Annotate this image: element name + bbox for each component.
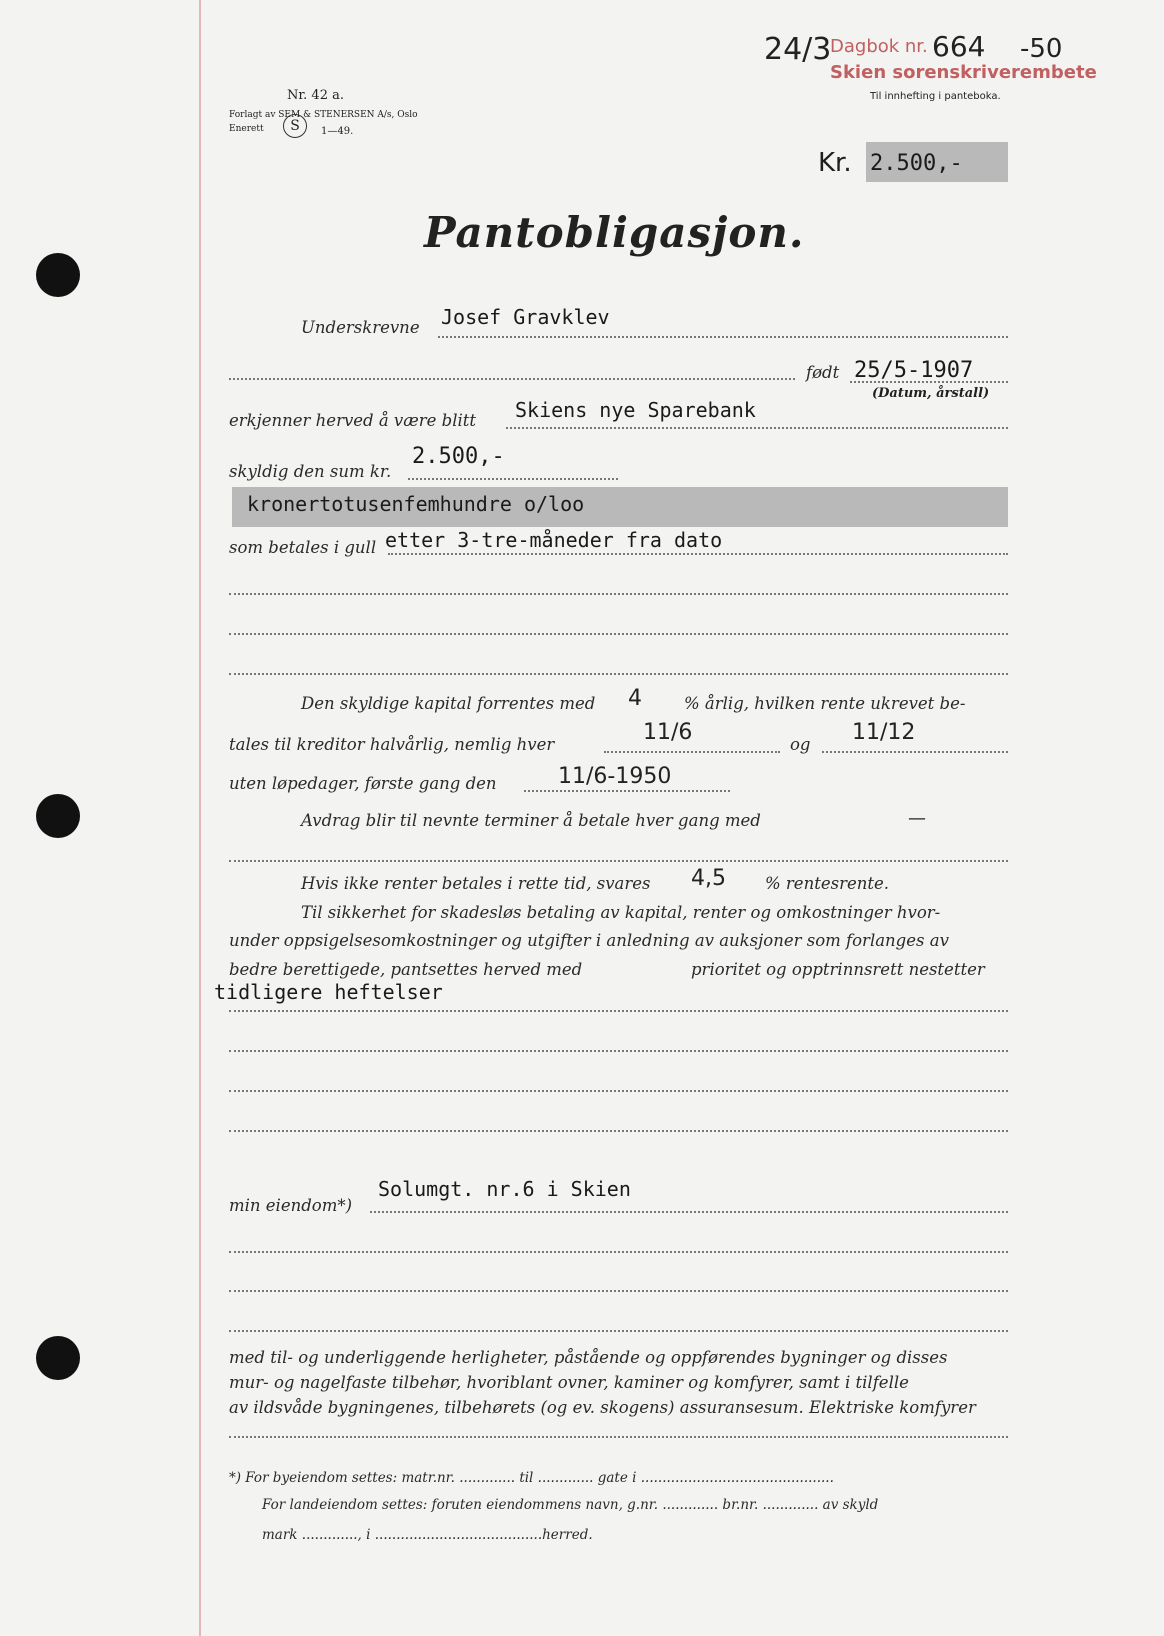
erkjenner-value: Skiens nye Sparebank [515, 398, 756, 422]
dotted-line [822, 751, 1008, 753]
skyldig-value: 2.500,- [412, 444, 505, 469]
hvis-text-b: % rentesrente. [765, 874, 889, 893]
dotted-line [229, 673, 1008, 675]
property-value: Solumgt. nr.6 i Skien [378, 1177, 631, 1201]
dotted-line [229, 1330, 1008, 1332]
stamp-note: Til innhefting i panteboka. [870, 91, 1001, 102]
interest-date1: 11/6 [643, 720, 693, 745]
penalty-rate: 4,5 [691, 866, 726, 891]
interest-rate: 4 [628, 686, 642, 711]
dotted-line [604, 751, 780, 753]
footnote-line2: For landeiendom settes: foruten eiendommens navn, g.nr. ............. br.nr. ............. av skyld [262, 1497, 879, 1513]
datum-hint: (Datum, årstall) [872, 386, 990, 401]
avdrag-text: Avdrag blir til nevnte terminer å betale hver gang med [301, 811, 761, 830]
fodt-value: 25/5-1907 [854, 358, 974, 383]
interest-first-date: 11/6-1950 [558, 764, 672, 789]
footnote-line3: mark ............., i .......................................herred. [262, 1527, 593, 1543]
publisher: Forlagt av SEM & STENERSEN A/s, Oslo [229, 110, 418, 120]
footer-line2: mur- og nagelfaste tilbehør, hvoriblant ovner, kaminer og komfyrer, samt i tilfelle [229, 1373, 909, 1392]
stamp-dagbok-number: 664 [932, 30, 986, 63]
stamp-date: 24/3 [764, 32, 832, 67]
amount-value: 2.500,- [870, 151, 963, 176]
rights: Enerett [229, 124, 264, 134]
punch-hole [36, 794, 80, 838]
interest-og: og [790, 735, 811, 754]
stamp-year: -50 [1020, 34, 1063, 64]
punch-hole [36, 1336, 80, 1380]
dotted-line [229, 1090, 1008, 1092]
dotted-line [388, 553, 1008, 555]
edition: 1—49. [321, 126, 354, 137]
punch-hole [36, 253, 80, 297]
dotted-line [370, 1211, 1008, 1213]
dotted-line [229, 1130, 1008, 1132]
hvis-text-a: Hvis ikke renter betales i rette tid, svares [301, 874, 651, 893]
footnote-line1: *) For byeiendom settes: matr.nr. ............. til ............. gate i ............................................. [229, 1470, 834, 1486]
security-line1: Til sikkerhet for skadesløs betaling av kapital, renter og omkostninger hvor- [301, 903, 941, 922]
dotted-line [229, 860, 1008, 862]
dotted-line [229, 1050, 1008, 1052]
dotted-line [408, 478, 618, 480]
dotted-line [229, 378, 795, 380]
security-line3a: bedre berettigede, pantsettes herved med [229, 960, 583, 979]
amount-words: kronertotusenfemhundre o/loo [247, 492, 585, 516]
footer-line3: av ildsvåde bygningenes, tilbehørets (og ev. skogens) assuransesum. Elektriske komfyrer [229, 1398, 976, 1417]
stamp-office: Skien sorenskriverembete [830, 62, 1097, 83]
skyldig-label: skyldig den sum kr. [229, 462, 392, 481]
betales-value: etter 3-tre-måneder fra dato [385, 528, 723, 552]
underskrevne-value: Josef Gravklev [441, 305, 610, 329]
interest-line1b: % årlig, hvilken rente ukrevet be- [684, 694, 966, 713]
avdrag-value: — [908, 808, 926, 829]
security-prior: tidligere heftelser [214, 980, 443, 1004]
dotted-line [229, 1010, 1008, 1012]
property-label: min eiendom*) [229, 1196, 353, 1215]
underskrevne-label: Underskrevne [301, 318, 420, 337]
footer-line1: med til- og underliggende herligheter, påstående og oppførendes bygninger og disses [229, 1348, 948, 1367]
interest-date2: 11/12 [852, 720, 916, 745]
dotted-line [229, 633, 1008, 635]
margin-line [199, 0, 201, 1636]
dotted-line [438, 336, 1008, 338]
erkjenner-label: erkjenner herved å være blitt [229, 411, 477, 430]
page-title: Pantobligasjon. [424, 208, 805, 257]
dotted-line [229, 1251, 1008, 1253]
amount-label: Kr. [818, 148, 852, 178]
stamp-dagbok-label: Dagbok nr. [830, 36, 928, 57]
betales-label: som betales i gull [229, 538, 377, 557]
publisher-logo-icon: S [283, 114, 307, 138]
interest-line3a: uten løpedager, første gang den [229, 774, 497, 793]
security-line2: under oppsigelsesomkostninger og utgifter i anledning av auksjoner som forlanges av [229, 931, 949, 950]
dotted-line [229, 1436, 1008, 1438]
form-number: Nr. 42 a. [287, 88, 344, 103]
security-line3b: prioritet og opptrinnsrett nestetter [691, 960, 985, 979]
dotted-line [506, 427, 1008, 429]
dotted-line [850, 381, 1008, 383]
dotted-line [229, 1290, 1008, 1292]
dotted-line [229, 593, 1008, 595]
interest-line1a: Den skyldige kapital forrentes med [301, 694, 596, 713]
interest-line2a: tales til kreditor halvårlig, nemlig hver [229, 735, 555, 754]
fodt-label: født [806, 363, 840, 382]
dotted-line [524, 790, 730, 792]
